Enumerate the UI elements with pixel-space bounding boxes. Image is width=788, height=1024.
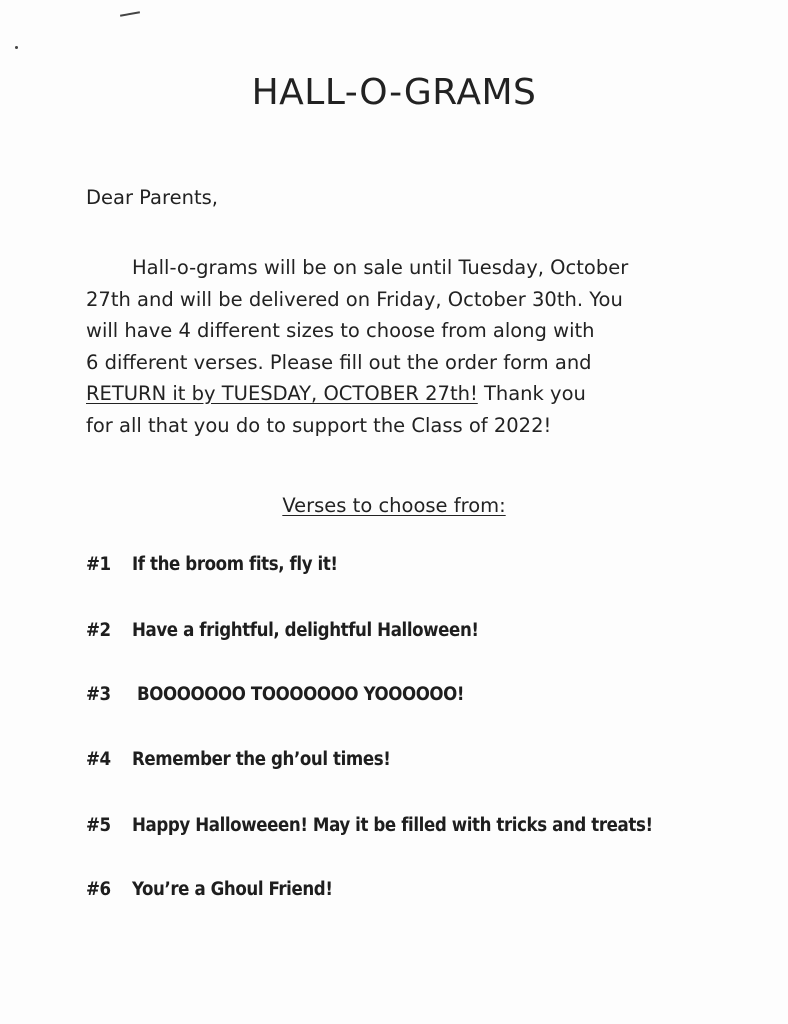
verse-number: #5: [86, 815, 111, 836]
scan-mark: [120, 11, 140, 16]
verse-item: [86, 554, 338, 575]
letter-paragraph: [86, 252, 696, 441]
verse-item: [86, 684, 464, 705]
paragraph-line: will have 4 different sizes to choose from along with: [86, 319, 595, 342]
verse-text: Remember the gh’oul times!: [132, 749, 391, 770]
verse-item: [86, 815, 653, 836]
verse-text: BOOOOOOO TOOOOOOO YOOOOOO!: [137, 684, 465, 705]
paragraph-line: for all that you do to support the Class of 2022!: [86, 413, 552, 437]
verse-text: Have a frightful, delightful Halloween!: [132, 620, 479, 641]
verse-text: If the broom fits, fly it!: [132, 554, 338, 575]
paragraph-line: Hall-o-grams will be on sale until Tuesday, October: [132, 256, 629, 279]
page-title: HALL-O-GRAMS: [251, 72, 537, 113]
verse-number: #3: [86, 684, 111, 705]
verse-number: #4: [86, 749, 111, 770]
verse-item: [86, 749, 390, 770]
thank-you-text: Thank you: [477, 382, 586, 405]
paragraph-line: 6 different verses. Please fill out the order form and: [86, 350, 592, 374]
verse-number: #6: [86, 879, 111, 900]
paragraph-line-return: [86, 378, 696, 410]
return-deadline: RETURN it by TUESDAY, OCTOBER 27th!: [86, 382, 478, 405]
verse-number: #2: [86, 620, 111, 641]
verse-text: Happy Halloweeen! May it be filled with tricks and treats!: [132, 815, 653, 836]
verses-heading: Verses to choose from:: [282, 494, 506, 517]
verse-text: You’re a Ghoul Friend!: [132, 879, 333, 900]
paragraph-line: 27th and will be delivered on Friday, October 30th. You: [86, 287, 623, 311]
verse-item: [86, 620, 479, 641]
verse-item: [86, 879, 333, 900]
salutation: Dear Parents,: [86, 186, 218, 209]
verse-number: #1: [86, 554, 111, 575]
scan-dot: [15, 46, 18, 49]
